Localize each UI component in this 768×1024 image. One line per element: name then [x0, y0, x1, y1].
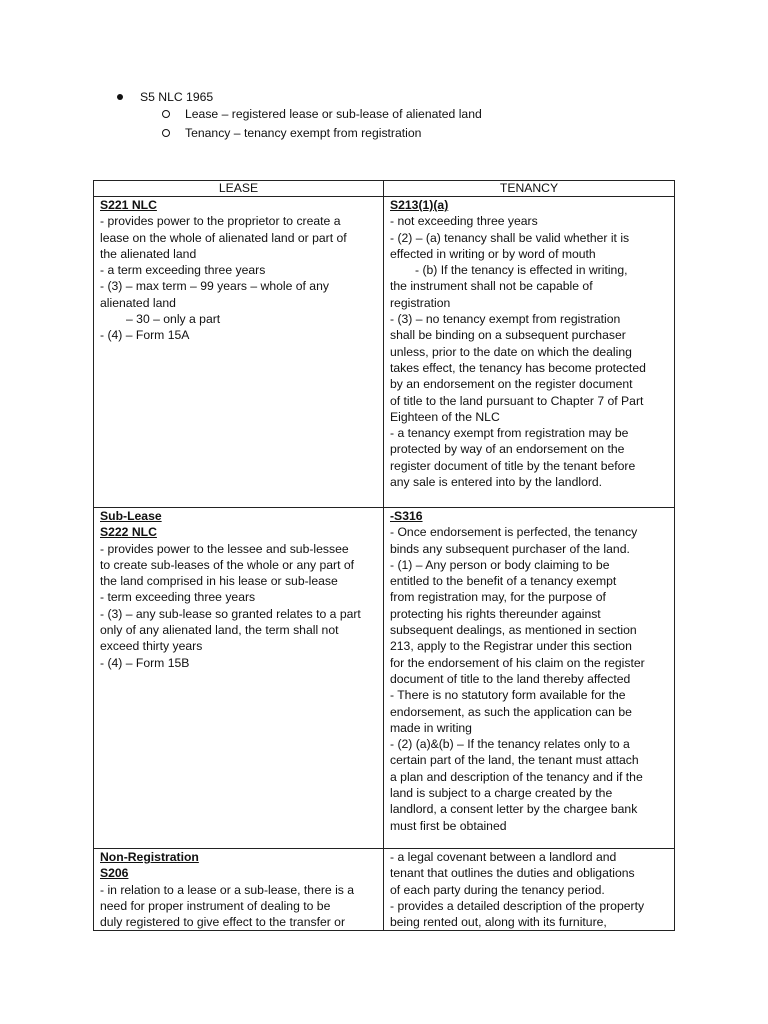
lease-cell [94, 508, 384, 849]
cell-heading: S221 NLC [100, 198, 157, 212]
cell-line: - (4) – Form 15A [100, 328, 190, 343]
lease-tenancy-table [93, 180, 675, 931]
cell-line: subsequent dealings, as mentioned in section [390, 623, 637, 638]
cell-line: land is subject to a charge created by the [390, 786, 613, 801]
cell-line: - not exceeding three years [390, 214, 538, 229]
cell-line: of title to the land pursuant to Chapter 7 of Part [390, 393, 644, 408]
cell-line: entitled to the benefit of a tenancy exempt [390, 574, 617, 589]
cell-line: - (3) – any sub-lease so granted relates to a part [100, 606, 361, 621]
cell-line: - term exceeding three years [100, 590, 256, 605]
tenancy-cell [384, 508, 675, 849]
table-header-row [94, 181, 675, 197]
bullet-main-text: S5 NLC 1965 [140, 90, 214, 104]
cell-line: being rented out, along with its furniture, [390, 915, 607, 930]
cell-line: – 30 – only a part [126, 312, 221, 327]
cell-line: takes effect, the tenancy has become protected [390, 360, 646, 375]
cell-line: - Once endorsement is perfected, the tenancy [390, 525, 638, 540]
cell-line: - in relation to a lease or a sub-lease, there is a [100, 882, 355, 897]
cell-line: - provides a detailed description of the property [390, 898, 645, 913]
bullet-sub-text: Lease – registered lease or sub-lease of alienated land [185, 107, 482, 121]
bullet-circle-icon [162, 129, 170, 137]
cell-subheading: S206 [100, 866, 129, 881]
cell-line: shall be binding on a subsequent purchaser [390, 328, 626, 343]
cell-line: for the endorsement of his claim on the register [390, 655, 645, 670]
table-row [94, 849, 675, 931]
cell-line: effected in writing or by word of mouth [390, 246, 596, 261]
tenancy-cell [384, 197, 675, 508]
table-row [94, 508, 675, 849]
cell-line: alienated land [100, 295, 176, 310]
cell-line: to create sub-leases of the whole or any part of [100, 557, 355, 572]
cell-line: - (3) – max term – 99 years – whole of any [100, 279, 329, 294]
cell-subheading: S222 NLC [100, 525, 157, 540]
cell-line: - (4) – Form 15B [100, 655, 190, 670]
cell-heading: S213(1)(a) [390, 198, 449, 212]
cell-line: binds any subsequent purchaser of the land. [390, 541, 630, 556]
cell-line: Eighteen of the NLC [390, 409, 500, 424]
cell-line: protected by way of an endorsement on the [390, 442, 625, 457]
cell-line: exceed thirty years [100, 639, 203, 654]
bullet-sub-text: Tenancy – tenancy exempt from registration [185, 126, 422, 140]
tenancy-cell [384, 849, 675, 931]
lease-cell [94, 849, 384, 931]
cell-line: the instrument shall not be capable of [390, 279, 593, 294]
cell-line: 213, apply to the Registrar under this section [390, 639, 632, 654]
cell-line: landlord, a consent letter by the chargee bank [390, 802, 638, 817]
cell-line: - provides power to the proprietor to create a [100, 214, 341, 229]
bullet-dot-icon [117, 94, 123, 100]
cell-line: - (3) – no tenancy exempt from registration [390, 312, 621, 327]
cell-line: register document of title by the tenant before [390, 458, 636, 473]
cell-heading: Non-Registration [100, 850, 199, 864]
cell-line: - a term exceeding three years [100, 263, 266, 278]
cell-line: - There is no statutory form available for the [390, 688, 626, 703]
cell-line: of each party during the tenancy period. [390, 882, 605, 897]
header-lease: LEASE [94, 181, 384, 197]
cell-line: the land comprised in his lease or sub-lease [100, 574, 338, 589]
cell-line: - (b) If the tenancy is effected in writing, [415, 263, 628, 278]
cell-line: - a legal covenant between a landlord and [390, 850, 617, 864]
cell-line: tenant that outlines the duties and obligations [390, 866, 635, 881]
cell-line: registration [390, 295, 451, 310]
table-row [94, 197, 675, 508]
cell-heading: -S316 [390, 509, 423, 523]
bullet-circle-icon [162, 110, 170, 118]
cell-line: lease on the whole of alienated land or part of [100, 230, 347, 245]
cell-line: made in writing [390, 720, 472, 735]
header-tenancy: TENANCY [384, 181, 675, 197]
cell-line: - (1) – Any person or body claiming to be [390, 557, 610, 572]
cell-line: certain part of the land, the tenant must attach [390, 753, 639, 768]
cell-line: - (2) – (a) tenancy shall be valid whether it is [390, 230, 630, 245]
lease-cell [94, 197, 384, 508]
cell-line: by an endorsement on the register document [390, 377, 633, 392]
cell-line: protecting his rights thereunder against [390, 606, 601, 621]
cell-line: - provides power to the lessee and sub-lessee [100, 541, 349, 556]
cell-line: unless, prior to the date on which the dealing [390, 344, 632, 359]
cell-line: need for proper instrument of dealing to be [100, 898, 331, 913]
cell-heading: Sub-Lease [100, 509, 162, 523]
cell-line: only of any alienated land, the term shall not [100, 623, 339, 638]
cell-line: endorsement, as such the application can be [390, 704, 632, 719]
cell-line: - (2) (a)&(b) – If the tenancy relates only to a [390, 737, 630, 752]
cell-line: must first be obtained [390, 818, 507, 833]
cell-line: the alienated land [100, 246, 197, 261]
cell-line: from registration may, for the purpose of [390, 590, 606, 605]
cell-line: any sale is entered into by the landlord. [390, 475, 603, 490]
cell-line: - a tenancy exempt from registration may be [390, 426, 629, 441]
cell-line: duly registered to give effect to the transfer or [100, 915, 346, 930]
cell-line: document of title to the land thereby affected [390, 671, 631, 686]
cell-line: a plan and description of the tenancy and if the [390, 769, 643, 784]
